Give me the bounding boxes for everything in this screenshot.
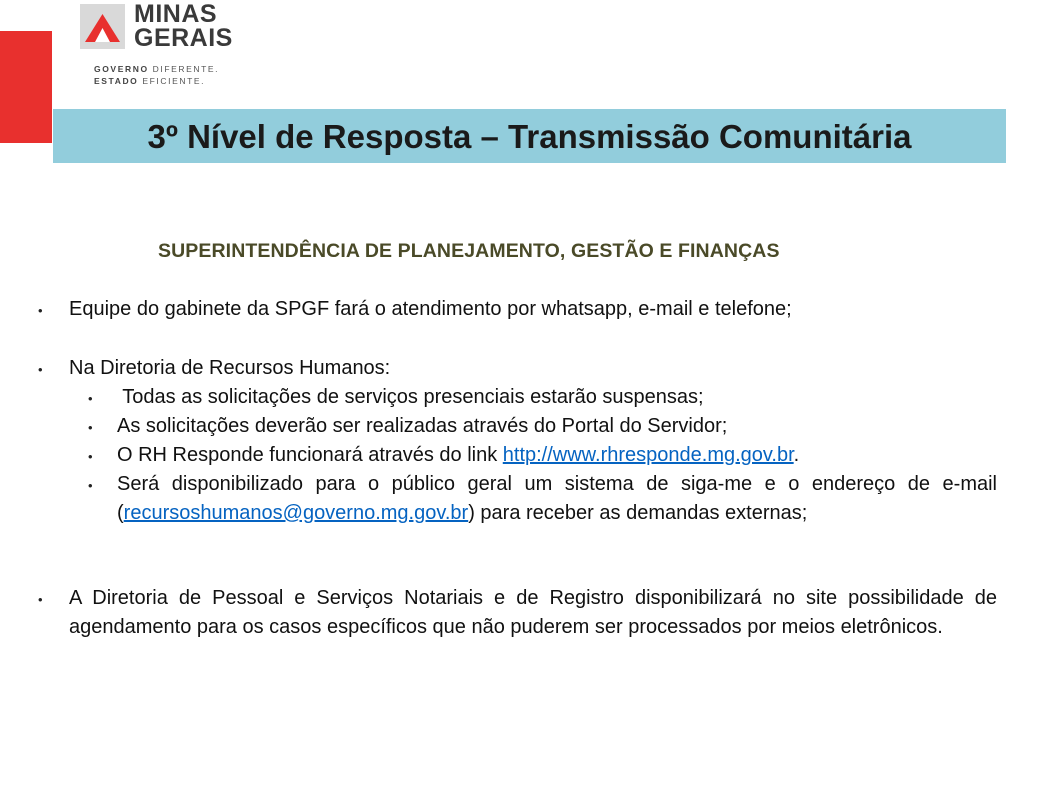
sub-bullet-dot: •	[88, 449, 93, 464]
bullet-dot: •	[38, 303, 43, 318]
logo-tag-2-rest: EFICIENTE.	[138, 76, 206, 86]
rh-responde-text: O RH Responde funcionará através do link	[117, 444, 503, 466]
slide-title: 3º Nível de Resposta – Transmissão Comunitária	[147, 118, 912, 155]
logo-tag-1-bold: GOVERNO	[94, 64, 149, 74]
siga-me-end: ) para receber as demandas externas;	[468, 502, 808, 524]
logo-wordmark	[134, 2, 233, 50]
sub-bullet-portal: As solicitações deverão ser realizadas através do Portal do Servidor;	[117, 415, 728, 437]
sub-bullet-suspensas: Todas as solicitações de serviços presenciais estarão suspensas;	[117, 386, 704, 408]
rh-responde-end: .	[793, 444, 800, 466]
sub-bullet-dot: •	[88, 391, 93, 406]
sub-bullet-dot: •	[88, 478, 93, 493]
title-band	[53, 109, 1006, 163]
siga-me-text: Será disponibilizado para o público geral um sistema de siga-me e o endereço de e-mail (	[117, 473, 997, 524]
bullet-dot: •	[38, 592, 43, 607]
rh-responde-link[interactable]: http://www.rhresponde.mg.gov.br	[502, 444, 794, 466]
bullet-dot: •	[38, 362, 43, 377]
bullet-rh: Na Diretoria de Recursos Humanos:	[69, 357, 391, 379]
sub-bullet-rh-responde	[117, 441, 997, 470]
recursos-humanos-email-link[interactable]: recursoshumanos@governo.mg.gov.br	[123, 502, 469, 524]
bullet-diretoria-pessoal: A Diretoria de Pessoal e Serviços Notariais e de Registro disponibilizará no site possibilidade de agendamento para os casos específicos que não puderem ser processados por meios eletrônicos.	[69, 587, 997, 638]
logo-tagline	[94, 63, 219, 87]
sub-bullet-dot: •	[88, 420, 93, 435]
red-accent-bar	[0, 31, 52, 143]
logo-tag-1-rest: DIFERENTE.	[148, 64, 220, 74]
logo-tag-2-bold: ESTADO	[94, 76, 139, 86]
logo-triangle-icon	[80, 4, 125, 49]
logo-name-line2: GERAIS	[134, 24, 233, 52]
section-heading: SUPERINTENDÊNCIA DE PLANEJAMENTO, GESTÃO E FINANÇAS	[158, 240, 780, 262]
sub-bullet-siga-me	[117, 470, 997, 528]
bullet-gabinete: Equipe do gabinete da SPGF fará o atendimento por whatsapp, e-mail e telefone;	[69, 298, 792, 320]
logo-name-line1: MINAS	[134, 0, 218, 28]
minas-gerais-logo	[80, 2, 260, 92]
